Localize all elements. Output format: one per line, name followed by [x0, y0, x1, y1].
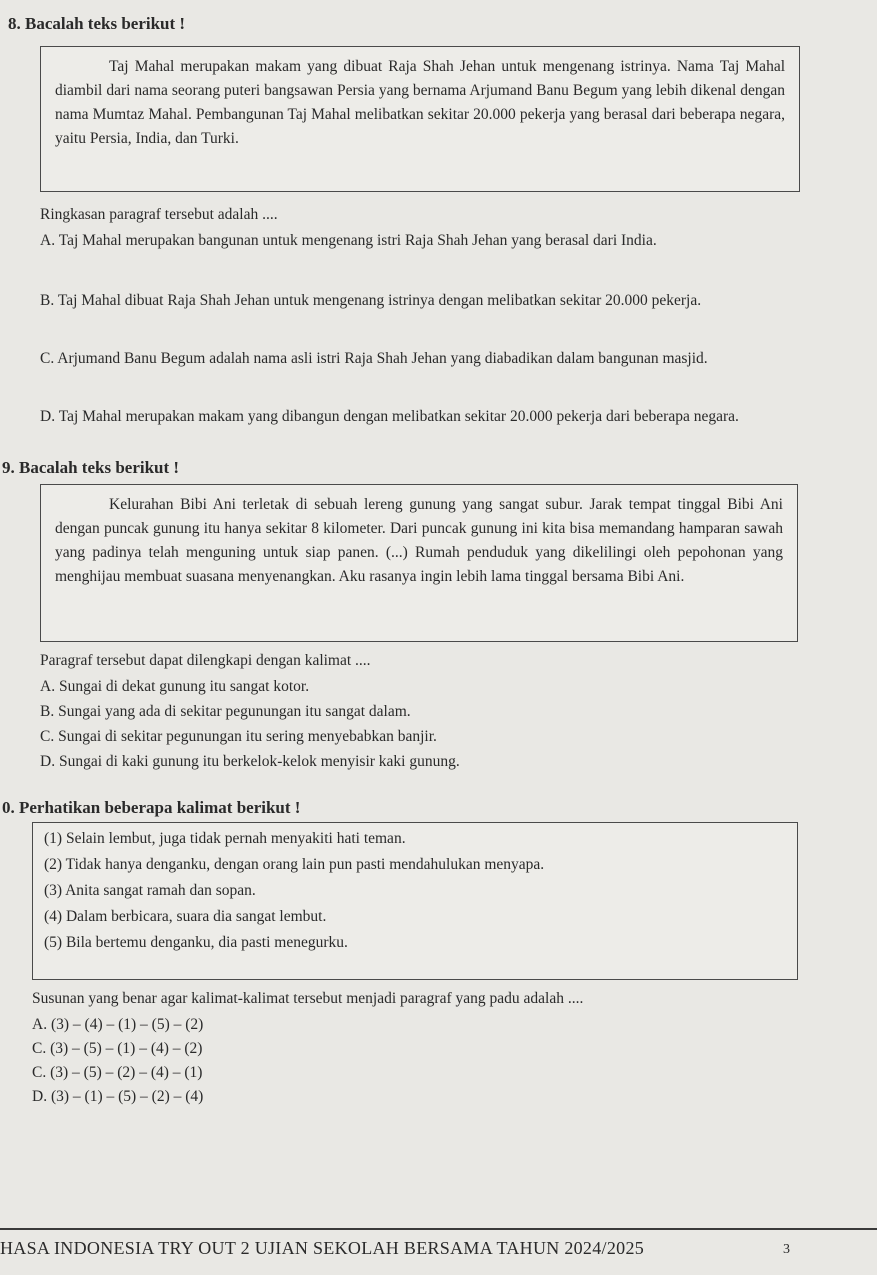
- option-letter: B.: [40, 292, 55, 309]
- option-letter: C.: [32, 1040, 47, 1057]
- option-letter: C.: [40, 350, 55, 367]
- footer-title: HASA INDONESIA TRY OUT 2 UJIAN SEKOLAH BERSAMA TAHUN 2024/2025: [0, 1238, 645, 1258]
- option-letter: D.: [40, 753, 56, 770]
- q10-sentence-1: (1) Selain lembut, juga tidak pernah menyakiti hati teman.: [44, 830, 406, 847]
- option-text: (3) – (5) – (2) – (4) – (1): [50, 1064, 203, 1081]
- option-text: Taj Mahal dibuat Raja Shah Jehan untuk mengenang istrinya dengan melibatkan sekitar 20.000 pekerja.: [57, 292, 702, 309]
- q8-passage-box: Taj Mahal merupakan makam yang dibuat Raja Shah Jehan untuk mengenang istrinya. Nama Taj Mahal diambil dari nama seorang puteri bangsawan Persia yang bernama Arjumand Banu Begum yang lebih dikenal dengan nama Mumtaz Mahal. Pembangunan Taj Mahal melibatkan sekitar 20.000 pekerja yang berasal dari beberapa negara, yaitu Persia, India, dan Turki.: [40, 46, 800, 192]
- q9-title: 9. Bacalah teks berikut !: [2, 458, 180, 477]
- option-letter: B.: [40, 703, 55, 720]
- option-letter: D.: [32, 1088, 48, 1105]
- footer-divider: [0, 1228, 877, 1230]
- q8-option-a[interactable]: [40, 230, 795, 252]
- q8-option-c[interactable]: [40, 348, 795, 370]
- option-text: (3) – (5) – (1) – (4) – (2): [50, 1040, 203, 1057]
- option-letter: A.: [40, 678, 56, 695]
- q10-sentence-3: (3) Anita sangat ramah dan sopan.: [44, 882, 256, 899]
- option-letter: C.: [32, 1064, 47, 1081]
- option-text: Sungai di kaki gunung itu berkelok-kelok menyisir kaki gunung.: [58, 753, 460, 770]
- option-text: Sungai yang ada di sekitar pegunungan itu sangat dalam.: [58, 703, 411, 720]
- q9-option-b[interactable]: [40, 701, 411, 723]
- q10-sentence-2: (2) Tidak hanya denganku, dengan orang lain pun pasti mendahulukan menyapa.: [44, 856, 545, 873]
- option-text: Taj Mahal merupakan bangunan untuk mengenang istri Raja Shah Jehan yang berasal dari India.: [58, 232, 657, 249]
- q10-sentence-5: (5) Bila bertemu denganku, dia pasti menegurku.: [44, 934, 348, 951]
- option-letter: A.: [32, 1016, 48, 1033]
- q8-stem: Ringkasan paragraf tersebut adalah ....: [40, 206, 278, 223]
- q10-sentence-4: (4) Dalam berbicara, suara dia sangat lembut.: [44, 908, 327, 925]
- option-text: Taj Mahal merupakan makam yang dibangun dengan melibatkan sekitar 20.000 pekerja dari beberapa negara.: [58, 408, 739, 425]
- q9-option-d[interactable]: [40, 751, 460, 773]
- q8-option-b[interactable]: [40, 290, 795, 312]
- q10-option-c2[interactable]: [32, 1062, 202, 1084]
- option-text: (3) – (1) – (5) – (2) – (4): [50, 1088, 204, 1105]
- option-text: Sungai di sekitar pegunungan itu sering menyebabkan banjir.: [58, 728, 437, 745]
- option-letter: D.: [40, 408, 56, 425]
- q8-option-d[interactable]: [40, 406, 795, 428]
- page-number: 3: [783, 1242, 790, 1257]
- q8-title: 8. Bacalah teks berikut !: [8, 14, 186, 33]
- option-text: (3) – (4) – (1) – (5) – (2): [50, 1016, 204, 1033]
- q10-option-a[interactable]: [32, 1014, 203, 1036]
- option-letter: C.: [40, 728, 55, 745]
- q10-title: 0. Perhatikan beberapa kalimat berikut !: [2, 798, 301, 817]
- q10-option-c1[interactable]: [32, 1038, 202, 1060]
- option-text: Sungai di dekat gunung itu sangat kotor.: [58, 678, 310, 695]
- q9-option-a[interactable]: [40, 676, 309, 698]
- option-letter: A.: [40, 232, 56, 249]
- q9-passage-box: Kelurahan Bibi Ani terletak di sebuah lereng gunung yang sangat subur. Jarak tempat tinggal Bibi Ani dengan puncak gunung itu hanya sekitar 8 kilometer. Dari puncak gunung ini kita bisa memandang hamparan sawah yang padinya telah menguning untuk siap panen. (...) Rumah penduduk yang dikelilingi oleh pepohonan yang menghijau membuat suasana menyenangkan. Aku rasanya ingin lebih lama tinggal bersama Bibi Ani.: [40, 484, 798, 642]
- option-text: Arjumand Banu Begum adalah nama asli istri Raja Shah Jehan yang diabadikan dalam bangunan masjid.: [57, 350, 708, 367]
- q9-option-c[interactable]: [40, 726, 437, 748]
- q9-stem: Paragraf tersebut dapat dilengkapi dengan kalimat ....: [40, 652, 371, 669]
- q10-option-d[interactable]: [32, 1086, 203, 1108]
- q10-stem: Susunan yang benar agar kalimat-kalimat tersebut menjadi paragraf yang padu adalah ....: [32, 990, 584, 1007]
